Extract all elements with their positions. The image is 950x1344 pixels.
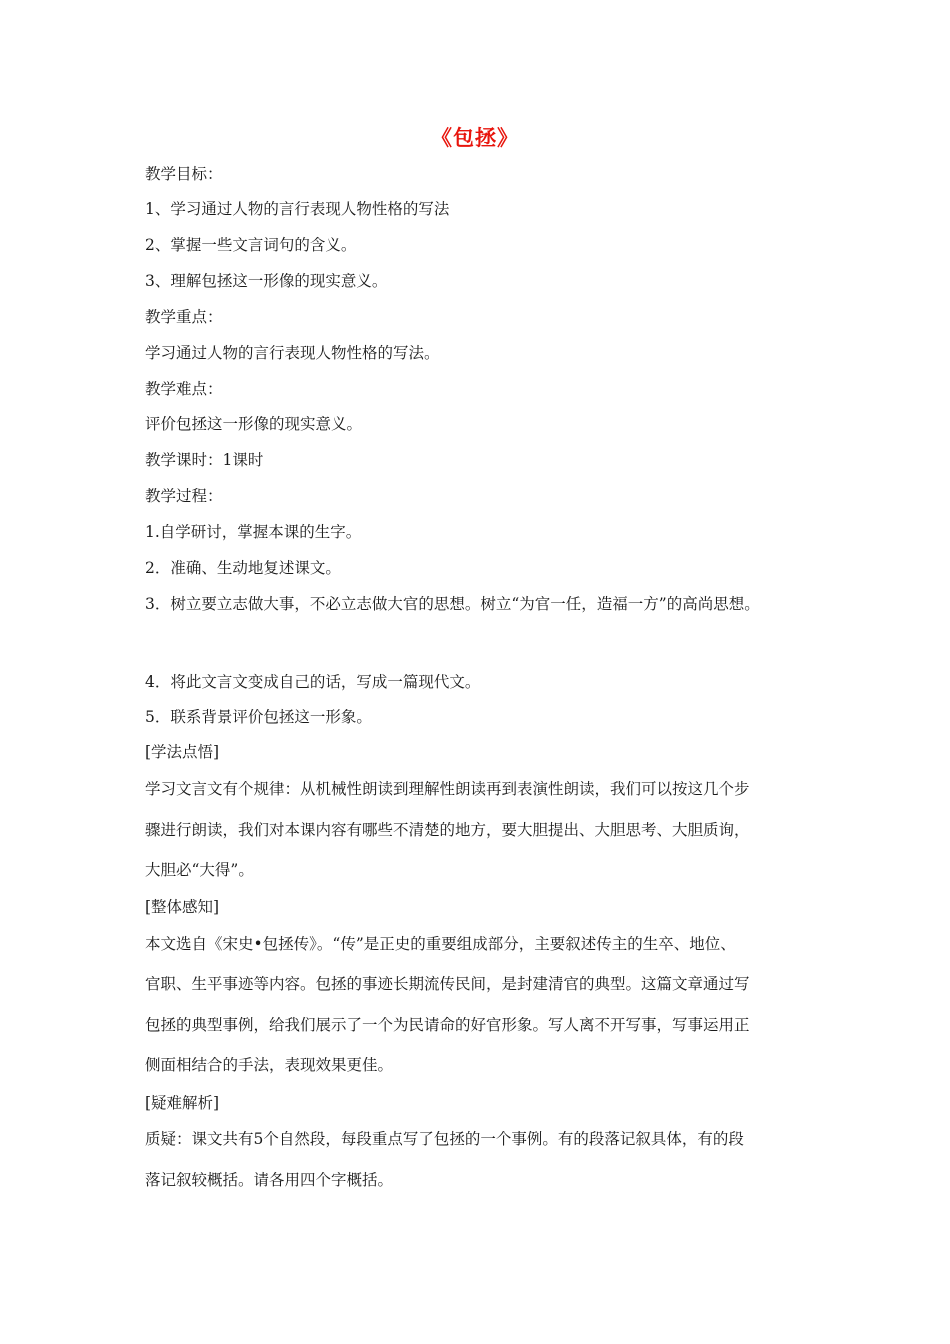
- paragraph-line: 包拯的典型事例，给我们展示了一个为民请命的好官形象。写人离不开写事，写事运用正: [145, 1016, 750, 1034]
- objective-item: 1、学习通过人物的言行表现人物性格的写法: [145, 200, 450, 218]
- key-point-text: 学习通过人物的言行表现人物性格的写法。: [145, 344, 440, 362]
- objective-item: 2、掌握一些文言词句的含义。: [145, 236, 357, 254]
- paragraph-line: 落记叙较概括。请各用四个字概括。: [145, 1171, 394, 1189]
- paragraph-line: 官职、生平事迹等内容。包拯的事迹长期流传民间，是封建清官的典型。这篇文章通过写: [145, 975, 750, 993]
- paragraph-line: 学习文言文有个规律：从机械性朗读到理解性朗读再到表演性朗读，我们可以按这几个步: [145, 780, 750, 798]
- paragraph-line: 骤进行朗读，我们对本课内容有哪些不清楚的地方，要大胆提出、大胆思考、大胆质询，: [145, 821, 750, 839]
- heading-process: 教学过程：: [145, 487, 223, 505]
- objective-item: 3、理解包拯这一形像的现实意义。: [145, 272, 388, 290]
- section-heading-difficult-analysis: [疑难解析]: [145, 1094, 220, 1112]
- process-step: 2．准确、生动地复述课文。: [145, 559, 341, 577]
- paragraph-line: 本文选自《宋史•包拯传》。“传”是正史的重要组成部分，主要叙述传主的生卒、地位、: [145, 935, 736, 953]
- heading-objectives: 教学目标：: [145, 165, 223, 183]
- section-heading-study-method: [学法点悟]: [145, 743, 220, 761]
- process-step: 4．将此文言文变成自己的话，写成一篇现代文。: [145, 673, 481, 691]
- section-heading-overall: [整体感知]: [145, 898, 220, 916]
- process-step: 1.自学研讨，掌握本课的生字。: [145, 523, 362, 541]
- difficulty-text: 评价包拯这一形像的现实意义。: [145, 415, 363, 433]
- document-title: 《包拯》: [431, 126, 519, 150]
- heading-key-points: 教学重点：: [145, 308, 223, 326]
- paragraph-line: 大胆必“大得”。: [145, 861, 254, 879]
- process-step: 3．树立要立志做大事，不必立志做大官的思想。树立“为官一任，造福一方”的高尚思想。: [145, 595, 760, 613]
- class-hours: 教学课时：1课时: [145, 451, 264, 469]
- heading-difficulties: 教学难点：: [145, 380, 223, 398]
- process-step: 5．联系背景评价包拯这一形象。: [145, 708, 372, 726]
- paragraph-line: 侧面相结合的手法，表现效果更佳。: [145, 1056, 394, 1074]
- paragraph-line: 质疑：课文共有5个自然段，每段重点写了包拯的一个事例。有的段落记叙具体，有的段: [145, 1130, 744, 1148]
